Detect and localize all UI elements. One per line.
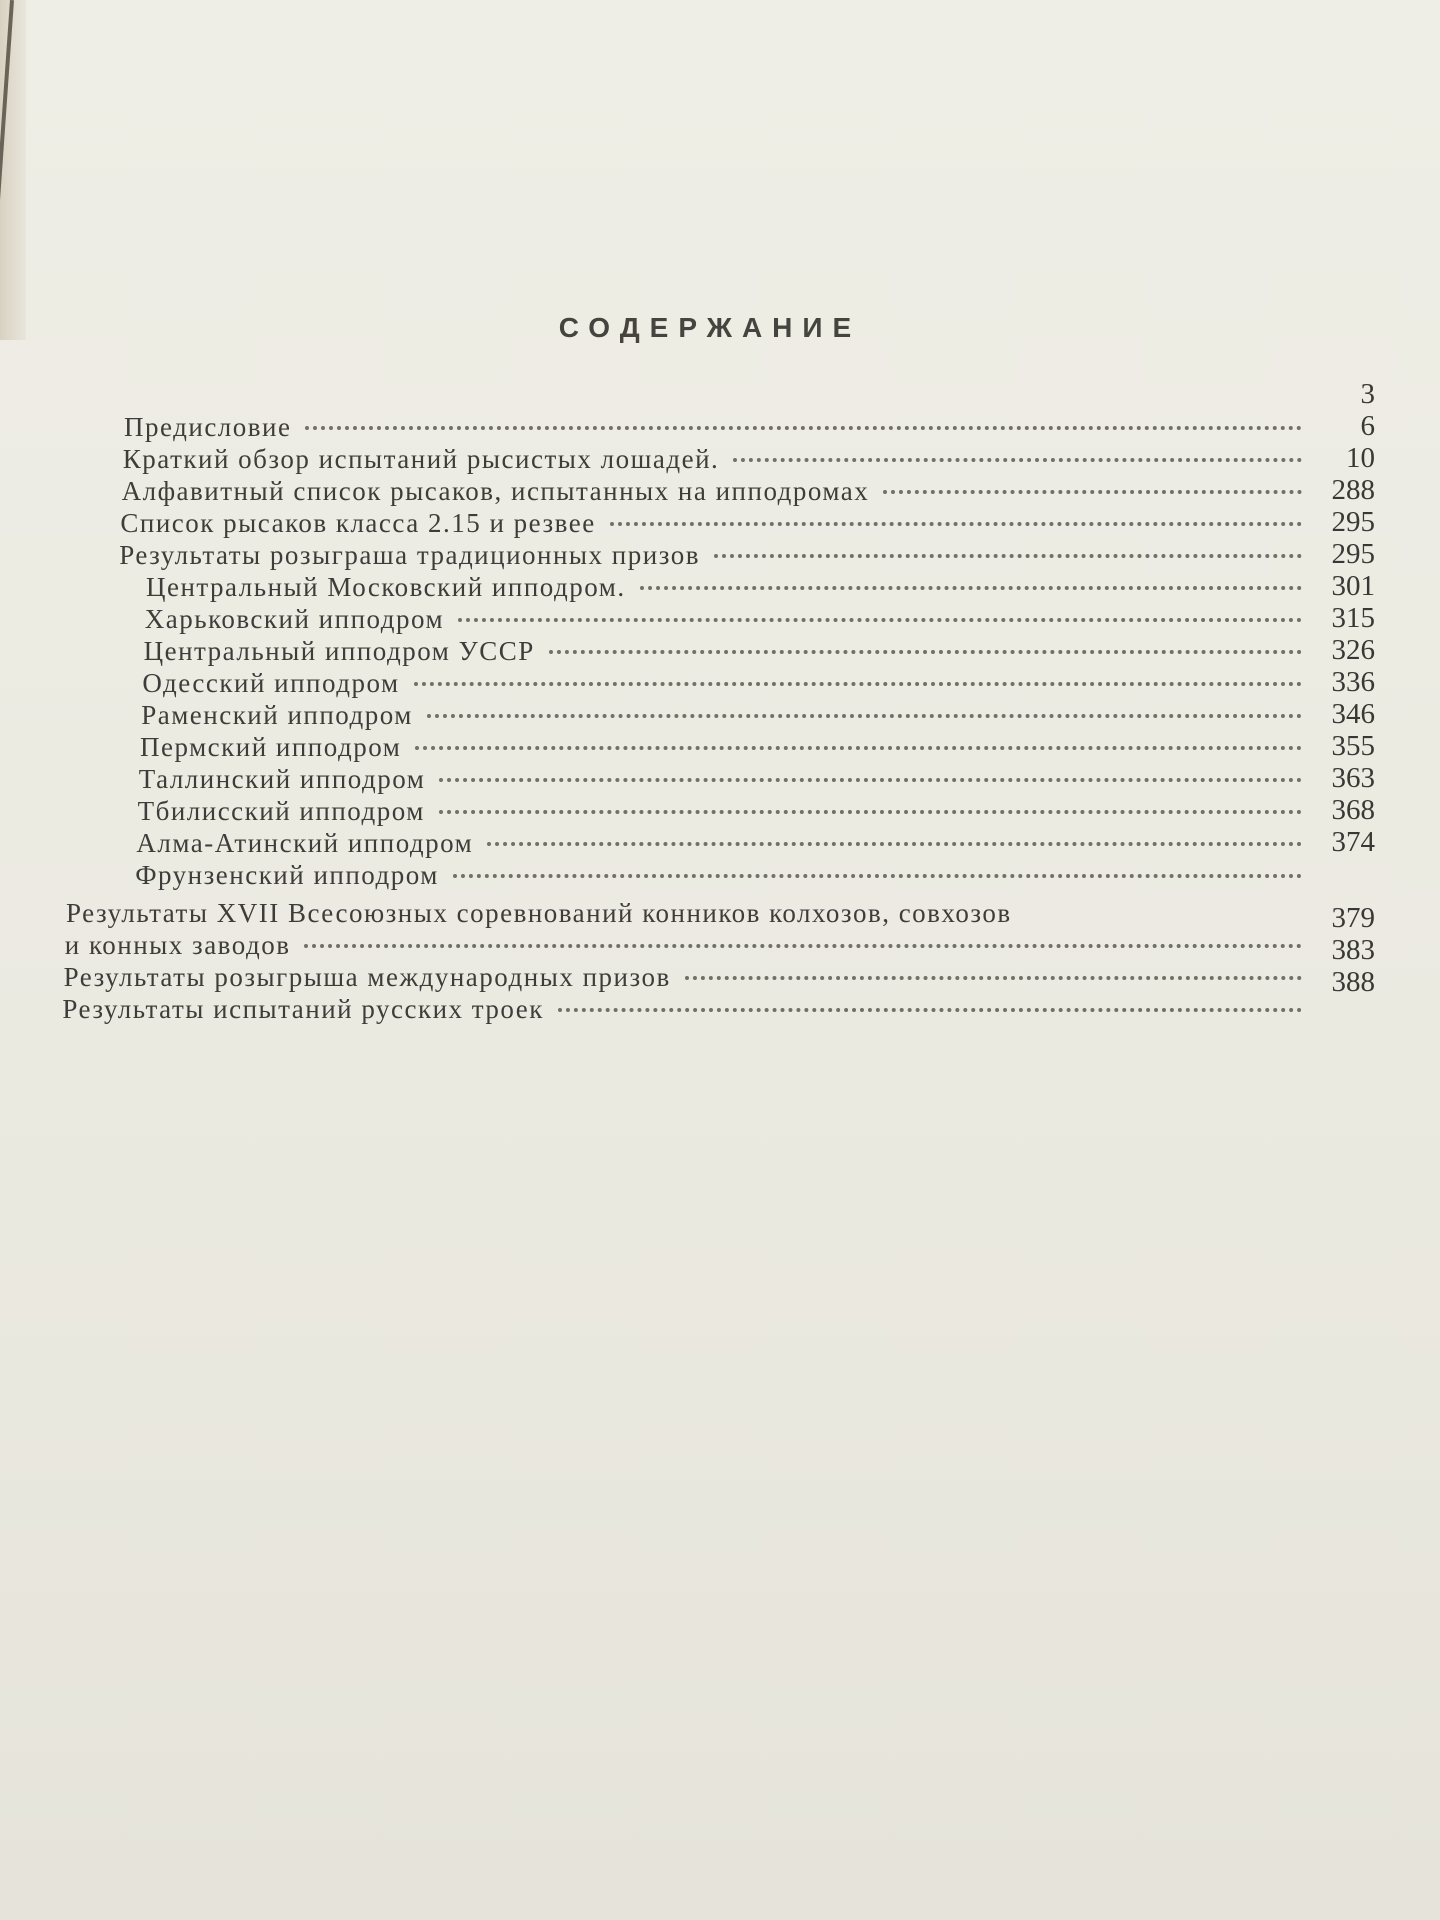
toc-page-number: 363 [1331,762,1375,794]
toc-page-number: 346 [1331,698,1375,730]
toc-page-number: 10 [1346,442,1375,474]
toc-entry [120,508,1316,540]
toc-entry-title: Результаты испытаний русских троек [62,994,544,1024]
toc-entry [135,860,1316,892]
toc-page-number: 355 [1331,730,1375,762]
page-spine-shadow [0,0,26,340]
dot-leader [487,842,1302,846]
toc-heading: СОДЕРЖАНИЕ [558,312,862,343]
dot-leader [427,714,1302,718]
toc-entry [146,572,1316,604]
dot-leader [414,682,1302,686]
dot-leader [305,426,1302,430]
toc-entry [65,930,1316,962]
toc-entry [64,962,1316,994]
toc-page-number: 336 [1331,666,1375,698]
toc-page-number: 326 [1331,634,1375,666]
toc-entry-title: и конных заводов [64,930,291,960]
toc-entry [123,444,1316,476]
toc-entry-title: Харьковский ипподром [144,604,445,634]
toc-entry-title: Одесский ипподром [142,668,400,698]
dot-leader [439,810,1302,814]
dot-leader [453,874,1302,878]
dot-leader [685,976,1302,980]
toc-entry-title: Результаты розыгрыша международных призов [63,962,671,992]
toc-entry-title: Пермский ипподром [140,732,402,762]
toc-entry-title: Предисловие [124,412,292,442]
dot-leader [415,746,1302,750]
toc-page-number: 3 [1360,378,1375,410]
dot-leader [714,554,1302,558]
toc-entry [62,994,1316,1026]
toc-entry [142,668,1316,700]
dot-leader [304,944,1302,948]
toc-page-number: 288 [1331,474,1375,506]
toc-entry-title: Раменский ипподром [141,700,413,730]
toc-entry [139,764,1316,796]
toc-page-number: 301 [1331,570,1375,602]
toc-entry-title: Алма-Атинский ипподром [136,828,474,858]
dot-leader [458,618,1302,622]
toc-entry-title: Алфавитный список рысаков, испытанных на ипподромах [121,476,870,506]
toc-page-number: 295 [1331,506,1375,538]
toc-entry [124,412,1316,444]
toc-entry [138,796,1316,828]
toc-entry-title: Тбилисский ипподром [137,796,425,826]
toc-entry-title: Центральный Московский ипподром. [146,572,626,602]
toc-entry-title: Фрунзенский ипподром [135,860,439,890]
toc-entry [144,636,1316,668]
toc-entry [140,732,1316,764]
toc-entry-title: Таллинский ипподром [138,764,426,794]
toc-entry-title: Список рысаков класса 2.15 и резвее [120,508,596,538]
toc-entry-title: Результаты XVII Всесоюзных соревнований конников колхозов, совхозов [66,898,1012,928]
toc-page-number: 374 [1331,826,1375,858]
toc-page-number: 315 [1331,602,1375,634]
toc-entry [66,898,1316,930]
toc-entry-title: Краткий обзор испытаний рысистых лошадей. [122,444,720,474]
dot-leader [558,1008,1302,1012]
toc-entry [141,700,1316,732]
dot-leader [439,778,1302,782]
dot-leader [610,522,1302,526]
toc-page-number: 6 [1360,410,1375,442]
toc-page-number: 388 [1331,966,1375,998]
toc-page-number: 379 [1331,902,1375,934]
dot-leader [640,586,1302,590]
toc-entry [119,540,1316,572]
toc-entry [136,828,1316,860]
toc-page-number: 383 [1331,934,1375,966]
toc-page-number: 368 [1331,794,1375,826]
toc-page-number: 295 [1331,538,1375,570]
dot-leader [733,458,1302,462]
toc-entry [145,604,1316,636]
dot-leader [883,490,1302,494]
toc-entry-title: Центральный ипподром УССР [143,636,535,666]
dot-leader [549,650,1302,654]
toc-entry [122,476,1316,508]
toc-entry-title: Результаты розыграша традиционных призов [119,540,700,570]
